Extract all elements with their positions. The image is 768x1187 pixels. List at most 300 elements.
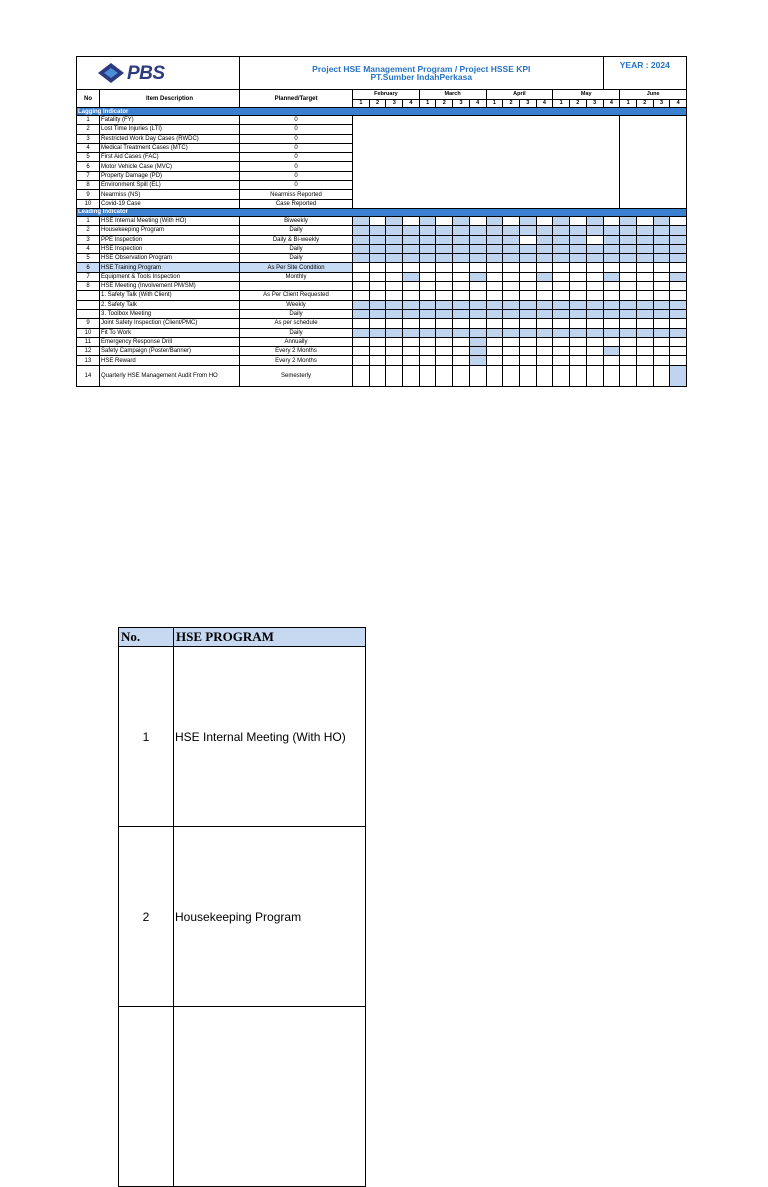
week-cell bbox=[620, 356, 637, 365]
row-number: 6 bbox=[77, 162, 100, 171]
planned-target: 0 bbox=[240, 181, 353, 190]
scheduled-week-cell bbox=[519, 244, 536, 253]
scheduled-week-cell bbox=[403, 254, 420, 263]
week-number: 1 bbox=[486, 100, 503, 108]
month-header: May bbox=[553, 90, 620, 100]
scheduled-week-cell bbox=[670, 226, 687, 235]
table-row bbox=[77, 356, 687, 365]
col-program-header: HSE PROGRAM bbox=[174, 628, 366, 647]
logo-cell bbox=[77, 57, 240, 90]
week-cell bbox=[586, 347, 603, 356]
scheduled-week-cell bbox=[586, 226, 603, 235]
scheduled-week-cell bbox=[403, 272, 420, 281]
scheduled-week-cell bbox=[503, 309, 520, 318]
week-cell bbox=[353, 282, 370, 291]
item-description: Housekeeping Program bbox=[100, 226, 240, 235]
scheduled-week-cell bbox=[486, 300, 503, 309]
week-cell bbox=[453, 337, 470, 346]
week-cell bbox=[486, 337, 503, 346]
week-cell bbox=[386, 263, 403, 272]
row-number: 5 bbox=[77, 153, 100, 162]
planned-target bbox=[240, 282, 353, 291]
week-cell bbox=[653, 263, 670, 272]
week-cell bbox=[519, 272, 536, 281]
week-cell bbox=[403, 319, 420, 328]
planned-target: 0 bbox=[240, 116, 353, 125]
table-row bbox=[77, 272, 687, 281]
week-cell bbox=[386, 347, 403, 356]
scheduled-week-cell bbox=[469, 300, 486, 309]
table-row bbox=[77, 235, 687, 244]
scheduled-week-cell bbox=[636, 300, 653, 309]
scheduled-week-cell bbox=[419, 235, 436, 244]
scheduled-week-cell bbox=[469, 356, 486, 365]
week-cell bbox=[536, 319, 553, 328]
week-cell bbox=[603, 291, 620, 300]
scheduled-week-cell bbox=[636, 244, 653, 253]
scheduled-week-cell bbox=[503, 328, 520, 337]
scheduled-week-cell bbox=[620, 226, 637, 235]
week-cell bbox=[603, 337, 620, 346]
week-cell bbox=[536, 291, 553, 300]
week-number: 2 bbox=[636, 100, 653, 108]
week-cell bbox=[403, 282, 420, 291]
week-cell bbox=[569, 282, 586, 291]
week-cell bbox=[553, 291, 570, 300]
week-cell bbox=[469, 319, 486, 328]
scheduled-week-cell bbox=[653, 226, 670, 235]
week-cell bbox=[636, 365, 653, 386]
scheduled-week-cell bbox=[603, 235, 620, 244]
week-cell bbox=[586, 272, 603, 281]
scheduled-week-cell bbox=[469, 244, 486, 253]
scheduled-week-cell bbox=[469, 272, 486, 281]
scheduled-week-cell bbox=[519, 309, 536, 318]
week-cell bbox=[620, 272, 637, 281]
scheduled-week-cell bbox=[419, 309, 436, 318]
week-cell bbox=[436, 337, 453, 346]
scheduled-week-cell bbox=[469, 328, 486, 337]
table-row bbox=[77, 263, 687, 272]
week-cell bbox=[586, 263, 603, 272]
scheduled-week-cell bbox=[519, 328, 536, 337]
scheduled-week-cell bbox=[386, 235, 403, 244]
scheduled-week-cell bbox=[436, 300, 453, 309]
week-cell bbox=[569, 216, 586, 225]
week-cell bbox=[569, 347, 586, 356]
planned-target: 0 bbox=[240, 171, 353, 180]
week-cell bbox=[453, 347, 470, 356]
week-cell bbox=[503, 365, 520, 386]
scheduled-week-cell bbox=[670, 300, 687, 309]
scheduled-week-cell bbox=[453, 216, 470, 225]
scheduled-week-cell bbox=[569, 235, 586, 244]
scheduled-week-cell bbox=[536, 254, 553, 263]
week-cell bbox=[670, 347, 687, 356]
week-number: 1 bbox=[353, 100, 370, 108]
scheduled-week-cell bbox=[353, 216, 370, 225]
scheduled-week-cell bbox=[519, 300, 536, 309]
week-cell bbox=[636, 347, 653, 356]
scheduled-week-cell bbox=[603, 226, 620, 235]
week-cell bbox=[503, 282, 520, 291]
week-cell bbox=[503, 337, 520, 346]
week-cell bbox=[519, 282, 536, 291]
scheduled-week-cell bbox=[603, 300, 620, 309]
week-cell bbox=[369, 337, 386, 346]
scheduled-week-cell bbox=[403, 300, 420, 309]
scheduled-week-cell bbox=[419, 216, 436, 225]
week-number: 2 bbox=[369, 100, 386, 108]
week-cell bbox=[419, 291, 436, 300]
week-cell bbox=[436, 263, 453, 272]
scheduled-week-cell bbox=[653, 235, 670, 244]
week-cell bbox=[553, 319, 570, 328]
scheduled-week-cell bbox=[536, 244, 553, 253]
week-number: 3 bbox=[586, 100, 603, 108]
item-description: 3. Toolbox Meeting bbox=[100, 309, 240, 318]
week-cell bbox=[353, 272, 370, 281]
item-description: First Aid Cases (FAC) bbox=[100, 153, 240, 162]
week-cell bbox=[403, 291, 420, 300]
pbs-logo-icon bbox=[98, 63, 124, 83]
program-row bbox=[119, 827, 366, 1007]
scheduled-week-cell bbox=[386, 216, 403, 225]
week-cell bbox=[486, 356, 503, 365]
scheduled-week-cell bbox=[369, 235, 386, 244]
table-row bbox=[77, 319, 687, 328]
week-cell bbox=[636, 216, 653, 225]
scheduled-week-cell bbox=[486, 244, 503, 253]
week-cell bbox=[553, 282, 570, 291]
hse-kpi-sheet bbox=[76, 56, 687, 387]
scheduled-week-cell bbox=[586, 244, 603, 253]
week-cell bbox=[569, 319, 586, 328]
table-row bbox=[77, 365, 687, 386]
week-cell bbox=[653, 337, 670, 346]
week-cell bbox=[419, 282, 436, 291]
hse-program-table bbox=[118, 627, 366, 1187]
week-cell bbox=[670, 337, 687, 346]
week-cell bbox=[386, 365, 403, 386]
scheduled-week-cell bbox=[603, 272, 620, 281]
planned-target: 0 bbox=[240, 162, 353, 171]
row-number: 9 bbox=[77, 319, 100, 328]
table-row bbox=[77, 226, 687, 235]
scheduled-week-cell bbox=[636, 254, 653, 263]
week-number: 4 bbox=[603, 100, 620, 108]
item-description: HSE Reward bbox=[100, 356, 240, 365]
week-cell bbox=[603, 216, 620, 225]
week-number: 1 bbox=[553, 100, 570, 108]
scheduled-week-cell bbox=[603, 309, 620, 318]
week-cell bbox=[536, 337, 553, 346]
program-name: Housekeeping Program bbox=[174, 827, 366, 1007]
scheduled-week-cell bbox=[620, 309, 637, 318]
week-cell bbox=[636, 319, 653, 328]
scheduled-week-cell bbox=[603, 254, 620, 263]
planned-target: Daily bbox=[240, 226, 353, 235]
week-number: 2 bbox=[436, 100, 453, 108]
week-cell bbox=[469, 263, 486, 272]
week-cell bbox=[586, 319, 603, 328]
scheduled-week-cell bbox=[670, 254, 687, 263]
scheduled-week-cell bbox=[419, 328, 436, 337]
leading-indicator-section-label: Leading Indicator bbox=[77, 208, 687, 216]
week-cell bbox=[486, 291, 503, 300]
month-header: February bbox=[353, 90, 420, 100]
week-cell bbox=[369, 263, 386, 272]
lagging-schedule-area bbox=[353, 116, 620, 209]
week-cell bbox=[553, 272, 570, 281]
row-number: 2 bbox=[77, 125, 100, 134]
scheduled-week-cell bbox=[670, 328, 687, 337]
row-number: 12 bbox=[77, 347, 100, 356]
week-cell bbox=[436, 319, 453, 328]
planned-target: Nearmiss Reported bbox=[240, 190, 353, 199]
week-cell bbox=[569, 337, 586, 346]
scheduled-week-cell bbox=[569, 254, 586, 263]
table-row bbox=[77, 254, 687, 263]
week-cell bbox=[553, 337, 570, 346]
week-cell bbox=[353, 365, 370, 386]
table-row bbox=[77, 244, 687, 253]
week-cell bbox=[503, 272, 520, 281]
week-cell bbox=[503, 319, 520, 328]
week-cell bbox=[603, 263, 620, 272]
scheduled-week-cell bbox=[620, 244, 637, 253]
scheduled-week-cell bbox=[453, 226, 470, 235]
week-cell bbox=[586, 282, 603, 291]
week-cell bbox=[536, 347, 553, 356]
scheduled-week-cell bbox=[519, 216, 536, 225]
logo-text: PBS bbox=[127, 62, 165, 84]
row-number: 11 bbox=[77, 337, 100, 346]
table-row bbox=[77, 291, 687, 300]
row-number: 1 bbox=[77, 216, 100, 225]
scheduled-week-cell bbox=[469, 337, 486, 346]
scheduled-week-cell bbox=[586, 328, 603, 337]
scheduled-week-cell bbox=[653, 216, 670, 225]
week-cell bbox=[553, 347, 570, 356]
scheduled-week-cell bbox=[553, 309, 570, 318]
item-description: Joint Safety Inspection (Client/PMC) bbox=[100, 319, 240, 328]
week-number: 3 bbox=[453, 100, 470, 108]
week-cell bbox=[519, 263, 536, 272]
week-cell bbox=[569, 263, 586, 272]
week-cell bbox=[503, 216, 520, 225]
col-no-header: No bbox=[77, 90, 100, 108]
week-cell bbox=[653, 291, 670, 300]
table-row bbox=[77, 282, 687, 291]
week-cell bbox=[569, 272, 586, 281]
scheduled-week-cell bbox=[569, 309, 586, 318]
week-cell bbox=[436, 282, 453, 291]
planned-target: As Per Site Condition bbox=[240, 263, 353, 272]
month-header: April bbox=[486, 90, 553, 100]
col-planned-header: Planned/Target bbox=[240, 90, 353, 108]
planned-target: Annually bbox=[240, 337, 353, 346]
title-line-1: Project HSE Management Program / Project HSSE KPI bbox=[312, 63, 531, 74]
week-cell bbox=[620, 337, 637, 346]
item-description: Property Damage (PD) bbox=[100, 171, 240, 180]
week-cell bbox=[569, 356, 586, 365]
item-description: Fit To Work bbox=[100, 328, 240, 337]
col-item-header: Item Description bbox=[100, 90, 240, 108]
week-cell bbox=[653, 365, 670, 386]
scheduled-week-cell bbox=[536, 226, 553, 235]
planned-target: As Per Client Requested bbox=[240, 291, 353, 300]
table-row bbox=[77, 309, 687, 318]
scheduled-week-cell bbox=[353, 300, 370, 309]
planned-target: Semesterly bbox=[240, 365, 353, 386]
scheduled-week-cell bbox=[453, 244, 470, 253]
week-cell bbox=[519, 337, 536, 346]
leading-indicator-section bbox=[77, 208, 687, 216]
week-cell bbox=[436, 347, 453, 356]
planned-target: Daily bbox=[240, 244, 353, 253]
week-cell bbox=[369, 356, 386, 365]
week-cell bbox=[519, 235, 536, 244]
week-cell bbox=[519, 319, 536, 328]
week-cell bbox=[603, 365, 620, 386]
program-number-empty bbox=[119, 1007, 174, 1187]
scheduled-week-cell bbox=[586, 216, 603, 225]
scheduled-week-cell bbox=[503, 235, 520, 244]
week-number: 2 bbox=[569, 100, 586, 108]
week-cell bbox=[403, 263, 420, 272]
scheduled-week-cell bbox=[553, 328, 570, 337]
week-cell bbox=[419, 365, 436, 386]
week-number: 2 bbox=[503, 100, 520, 108]
planned-target: 0 bbox=[240, 153, 353, 162]
item-description: Environment Spill (EL) bbox=[100, 181, 240, 190]
scheduled-week-cell bbox=[553, 244, 570, 253]
week-cell bbox=[353, 337, 370, 346]
row-number bbox=[77, 300, 100, 309]
lagging-schedule-area-june bbox=[620, 116, 687, 209]
scheduled-week-cell bbox=[486, 235, 503, 244]
item-description: Safety Campaign (Poster/Banner) bbox=[100, 347, 240, 356]
scheduled-week-cell bbox=[453, 309, 470, 318]
scheduled-week-cell bbox=[436, 244, 453, 253]
scheduled-week-cell bbox=[586, 254, 603, 263]
table-row bbox=[77, 116, 687, 125]
planned-target: Monthly bbox=[240, 272, 353, 281]
week-cell bbox=[620, 319, 637, 328]
row-number: 10 bbox=[77, 199, 100, 208]
scheduled-week-cell bbox=[519, 226, 536, 235]
row-number: 4 bbox=[77, 244, 100, 253]
week-cell bbox=[486, 282, 503, 291]
scheduled-week-cell bbox=[469, 347, 486, 356]
week-cell bbox=[419, 347, 436, 356]
planned-target: 0 bbox=[240, 125, 353, 134]
week-cell bbox=[486, 347, 503, 356]
scheduled-week-cell bbox=[486, 309, 503, 318]
scheduled-week-cell bbox=[670, 365, 687, 386]
week-cell bbox=[353, 291, 370, 300]
item-description: Motor Vehicle Case (MVC) bbox=[100, 162, 240, 171]
scheduled-week-cell bbox=[403, 309, 420, 318]
scheduled-week-cell bbox=[636, 328, 653, 337]
item-description: Medical Treatment Cases (MTC) bbox=[100, 143, 240, 152]
week-cell bbox=[453, 282, 470, 291]
scheduled-week-cell bbox=[620, 300, 637, 309]
week-cell bbox=[519, 365, 536, 386]
scheduled-week-cell bbox=[486, 328, 503, 337]
week-cell bbox=[469, 282, 486, 291]
scheduled-week-cell bbox=[469, 226, 486, 235]
scheduled-week-cell bbox=[386, 254, 403, 263]
week-cell bbox=[353, 347, 370, 356]
planned-target: Every 2 Months bbox=[240, 347, 353, 356]
row-number: 6 bbox=[77, 263, 100, 272]
program-row bbox=[119, 647, 366, 827]
row-number: 7 bbox=[77, 272, 100, 281]
scheduled-week-cell bbox=[453, 328, 470, 337]
item-description: Nearmiss (NS) bbox=[100, 190, 240, 199]
row-number: 2 bbox=[77, 226, 100, 235]
week-cell bbox=[419, 319, 436, 328]
week-cell bbox=[386, 337, 403, 346]
week-cell bbox=[620, 282, 637, 291]
week-cell bbox=[436, 365, 453, 386]
planned-target: Daily bbox=[240, 309, 353, 318]
item-description: HSE Training Program bbox=[100, 263, 240, 272]
row-number: 10 bbox=[77, 328, 100, 337]
item-description: 1. Safety Talk (With Client) bbox=[100, 291, 240, 300]
week-cell bbox=[653, 347, 670, 356]
scheduled-week-cell bbox=[670, 309, 687, 318]
week-number: 4 bbox=[403, 100, 420, 108]
planned-target: Daily & Bi-weekly bbox=[240, 235, 353, 244]
week-cell bbox=[603, 282, 620, 291]
week-cell bbox=[353, 263, 370, 272]
scheduled-week-cell bbox=[620, 328, 637, 337]
week-cell bbox=[603, 356, 620, 365]
week-number: 4 bbox=[536, 100, 553, 108]
row-number: 8 bbox=[77, 282, 100, 291]
scheduled-week-cell bbox=[469, 235, 486, 244]
week-cell bbox=[636, 282, 653, 291]
week-cell bbox=[553, 365, 570, 386]
scheduled-week-cell bbox=[553, 226, 570, 235]
scheduled-week-cell bbox=[536, 309, 553, 318]
week-cell bbox=[553, 263, 570, 272]
program-row-partial bbox=[119, 1007, 366, 1187]
program-number: 1 bbox=[119, 647, 174, 827]
week-cell bbox=[369, 365, 386, 386]
week-cell bbox=[469, 365, 486, 386]
week-cell bbox=[586, 291, 603, 300]
scheduled-week-cell bbox=[653, 309, 670, 318]
year-label: YEAR : 2024 bbox=[603, 57, 686, 90]
week-cell bbox=[453, 291, 470, 300]
scheduled-week-cell bbox=[653, 328, 670, 337]
week-cell bbox=[486, 319, 503, 328]
week-number: 4 bbox=[670, 100, 687, 108]
scheduled-week-cell bbox=[486, 216, 503, 225]
scheduled-week-cell bbox=[603, 244, 620, 253]
scheduled-week-cell bbox=[569, 244, 586, 253]
scheduled-week-cell bbox=[353, 244, 370, 253]
week-cell bbox=[403, 337, 420, 346]
week-cell bbox=[519, 291, 536, 300]
week-cell bbox=[636, 337, 653, 346]
week-number: 4 bbox=[469, 100, 486, 108]
program-name: HSE Internal Meeting (With HO) bbox=[174, 647, 366, 827]
